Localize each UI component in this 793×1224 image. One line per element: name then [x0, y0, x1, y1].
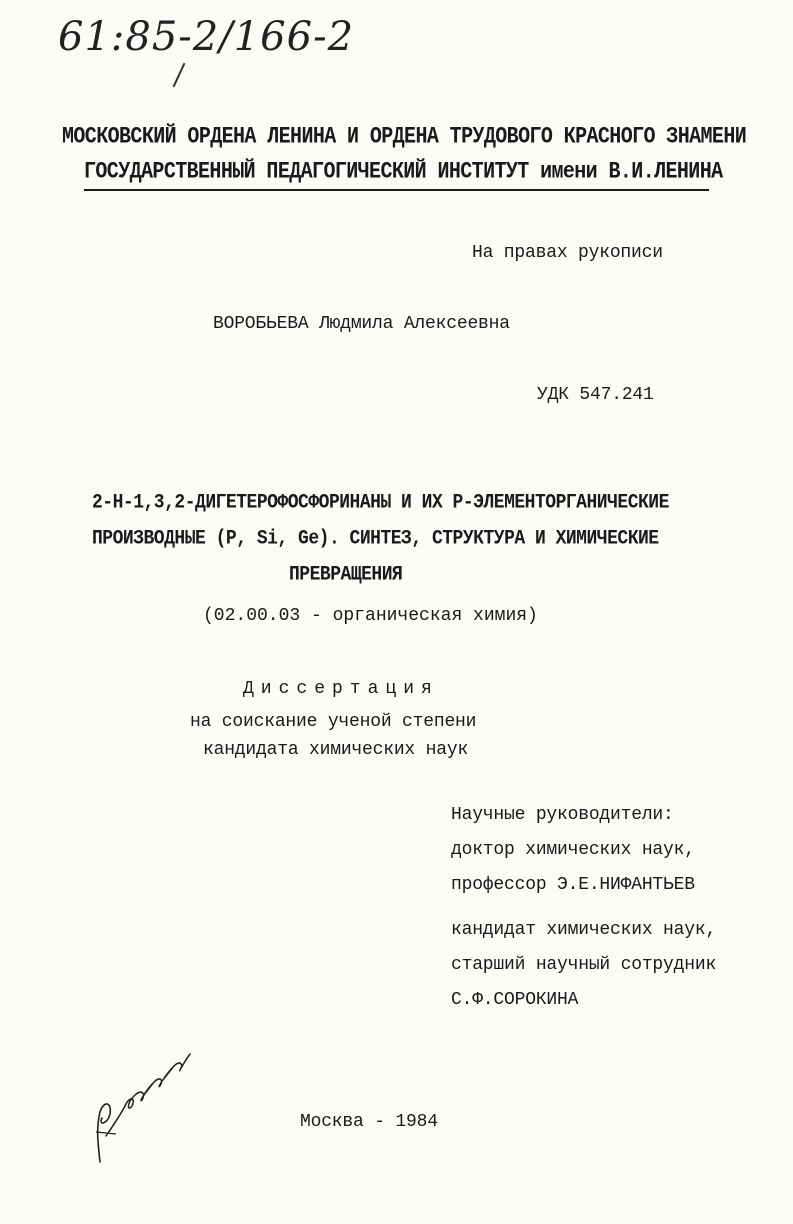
specialty-code: (02.00.03 - органическая химия): [203, 606, 538, 626]
city-year: Москва - 1984: [300, 1112, 438, 1132]
supervisor-2-name: С.Ф.СОРОКИНА: [451, 990, 579, 1010]
header-divider: [84, 189, 709, 191]
dissertation-heading: Диссертация: [243, 679, 439, 699]
institute-name-line-1: МОСКОВСКИЙ ОРДЕНА ЛЕНИНА И ОРДЕНА ТРУДОВОГО КРАСНОГО ЗНАМЕНИ: [62, 124, 747, 151]
degree-line-2: кандидата химических наук: [203, 740, 469, 760]
rights-notice: На правах рукописи: [472, 243, 663, 263]
supervisor-1-name: профессор Э.Е.НИФАНТЬЕВ: [451, 875, 695, 895]
thesis-title-line-2: ПРОИЗВОДНЫЕ (P, Si, Ge). СИНТЕЗ, СТРУКТУРА И ХИМИЧЕСКИЕ: [92, 528, 659, 551]
institute-name-line-2: ГОСУДАРСТВЕННЫЙ ПЕДАГОГИЧЕСКИЙ ИНСТИТУТ имени В.И.ЛЕНИНА: [84, 159, 723, 186]
supervisor-2-position: старший научный сотрудник: [451, 955, 717, 975]
thesis-title-line-3: ПРЕВРАЩЕНИЯ: [289, 564, 403, 587]
archive-number: 61:85-2/166-2: [58, 14, 355, 60]
archive-number-slash-mark: [173, 63, 186, 87]
supervisor-1-degree: доктор химических наук,: [451, 840, 695, 860]
degree-line-1: на соискание ученой степени: [190, 712, 477, 732]
supervisors-heading: Научные руководители:: [451, 805, 674, 825]
udc-code: УДК 547.241: [537, 385, 654, 405]
handwritten-signature: [86, 1040, 196, 1170]
author-name: ВОРОБЬЕВА Людмила Алексеевна: [213, 314, 510, 334]
thesis-title-line-1: 2-Н-1,3,2-ДИГЕТЕРОФОСФОРИНАНЫ И ИХ Р-ЭЛЕМЕНТОРГАНИЧЕСКИЕ: [92, 492, 669, 515]
supervisor-2-degree: кандидат химических наук,: [451, 920, 717, 940]
